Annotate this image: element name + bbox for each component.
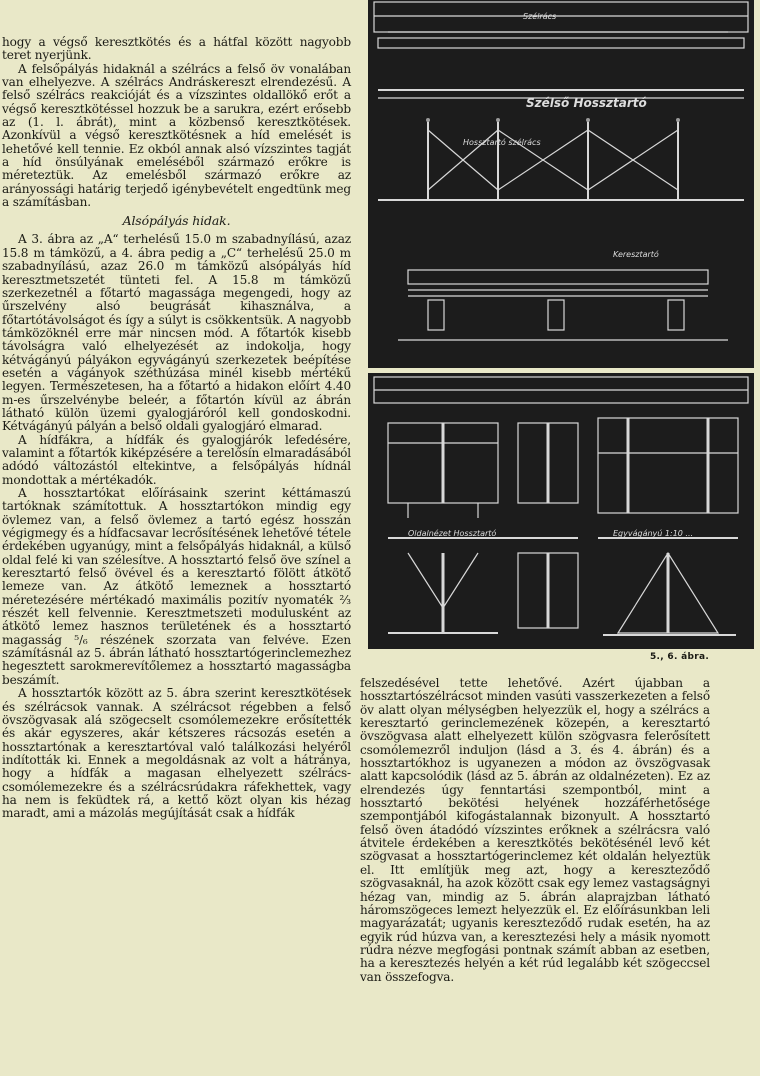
- figure-label: Szélső Hossztartó: [526, 96, 647, 110]
- figure-cross-section-drawing: [368, 373, 754, 649]
- paragraph: A hossztartók között az 5. ábra szerint keresztkötések és szélrácsok vannak. A szélrácsot régebben a felső övszögvasak alá szögecselt csomólemezekre erősítették és akár egyszeres, akár kétszeres rácsozás esetén a hossztartónak a keresztartóval való találkozási helyéről indították ki. Ennek a megoldásnak az volt a hátránya, hogy a hídfák a magasan elhelyezett szélrács-csomólemezekre és a szélrácsrúdakra ráfekhettek, vagy ha nem is feküdtek rá, a kettő közt olyan kis hézag maradt, ami a mázolás megújítását csak a hídfák: [2, 686, 351, 821]
- paragraph: A hídfákra, a hídfák és gyalogjárók lefedésére, valamint a főtartók kiképzésére a terelősín elmaradásából adódó változástól eltekintve, a felsőpályás hídnál mondottak a mértékadók.: [2, 432, 351, 487]
- figure-label: Hossztartó szélrács: [463, 138, 541, 147]
- figure-caption: 5., 6. ábra.: [650, 652, 710, 662]
- figure-label: Oldalnézet Hossztartó: [408, 529, 497, 538]
- paragraph: hogy a végső keresztkötés és a hátfal között nagyobb teret nyerjünk.: [2, 35, 351, 63]
- section-heading: Alsópályás hidak.: [122, 213, 231, 229]
- figure-label: Szélrács: [523, 12, 557, 21]
- paragraph: A hossztartókat előírásaink szerint kéttámaszú tartóknak számítottuk. A hossztartókon mindig egy övlemez van, a felső övlemez a tartó egész hosszán végigmegy és a hídfacsavar lecrősítésének lehetővé tétele érdekében ugyanúgy, mint a felsőpályás hidaknál, a külső oldal felé ki van szélesítve. A hossztartó felső öve színel a keresztartó felső övével és a keresztartó fölött átkötő lemeze van. Az átkötő lemeznek a hossztartó méretezésére mértékadó maximális pozitív nyomaték ⅔ részét kell felvennie. Keresztmetszeti modulusként az átkötő lemez hasznos területének és a hossztartó magasság ⁵/₆ részének szorzata van felvéve. Ezen számításnál az 5. ábrán látható hossztartógerinclemezhez hegesztett sarokmerevítőlemez a hossztartó magasságba beszámít.: [2, 486, 351, 687]
- figure-label: Egyvágányú 1:10 ...: [613, 529, 694, 538]
- right-text-column: [360, 677, 710, 984]
- left-text-column: [2, 36, 351, 821]
- technical-drawing: [368, 373, 754, 649]
- paragraph: A felsőpályás hidaknál a szélrács a felső öv vonalában van elhelyezve. A szélrács Andráskereszt elrendezésű. A felső szélrács reakcióját és a vízszintes oldallökő erőt a végső keresztkötéssel hozzuk be a sarukra, ezért erősebb az (1. l. ábrát), mint a közbenső keresztkötések. Azonkívül a végső keresztkötésnek a híd emelését is lehetővé kell tennie. Ez okból annak alsó vízszintes tagját a híd önsúlyának emeléséből származó erőkre is méreteztük. Az emelésből származó erőkre az arányossági határig terjedő igénybevételt engedtünk meg a számításban.: [2, 61, 351, 210]
- paragraph: felszedésével tette lehetővé. Azért újabban a hossztartószélrácsot minden vasúti vasszerkezeten a felső öv alatt olyan mélységben helyezzük el, hogy a szélrács a keresztartó gerinclemezének közepén, a keresztartó övszögvasa alatt elhelyezett külön szögvasra felerősített csomólemezről induljon (lásd a 3. és 4. ábrán) és a hossztartókhoz is ugyanezen a módon az övszögvasak alatt kapcsolódik (lásd az 5. ábrán az oldalnézeten). Ez az elrendezés úgy fenntartási szempontból, mint a hossztartó bekötési helyének hozzáférhetősége szempontjából kifogástalannak bizonyult. A hossztartó felső öven átadódó vízszintes erőknek a szélrácsra való átvitele érdekében a keresztkötés bekötésénél levő két szögvasat a hossztartógerinclemez két oldalán helyeztük el. Itt említjük meg azt, hogy a kereszteződő szögvasaknál, ha azok között csak egy lemez vastagságnyi hézag van, mindig az 5. ábrán alaprajzban látható háromszögeces lemezt helyezzük el. Ez előírásunkban leli magyarázatát; ugyanis kereszteződő rudak esetén, ha az egyik rúd húzva van, a keresztezési hely a másik nyomott rúdra nézve megfogási pontnak számít abban az esetben, ha a keresztezés helyén a két rúd legalább két szögeccsel van összefogva.: [360, 676, 710, 984]
- figure-label: Keresztartó: [613, 250, 659, 259]
- figure-longitudinal-beam-drawing: [368, 0, 754, 368]
- technical-drawing: [368, 0, 754, 368]
- paragraph: A 3. ábra az „A“ terhelésű 15.0 m szabadnyílású, azaz 15.8 m támközű, a 4. ábra pedig a „C“ terhelésű 25.0 m szabadnyílású, azaz 26.0 m támközű alsópályás híd keresztmetszetét tünteti fel. A 15.8 m támközű szerkezetnél a főtartó magassága megengedi, hogy az űrszelvény alsó beugrását kihasználva, a főtartótávolságot és így a súlyt is csökkentsük. A nagyobb támközöknél erre már nincsen mód. A főtartók kisebb távolságra való elhelyezését az indokolja, hogy kétvágányú pályákon egyvágányú szerkezetek beépítése esetén a vágányok széthúzása minél kisebb mértékű legyen. Természetesen, ha a főtartó a hidakon előírt 4.40 m-es űrszelvénybe beleér, a főtartón kívül az ábrán látható külön üzemi gyalogjáróról kell gondoskodni. Kétvágányú pályán a belső oldali gyalogjáró elmarad.: [2, 232, 351, 434]
